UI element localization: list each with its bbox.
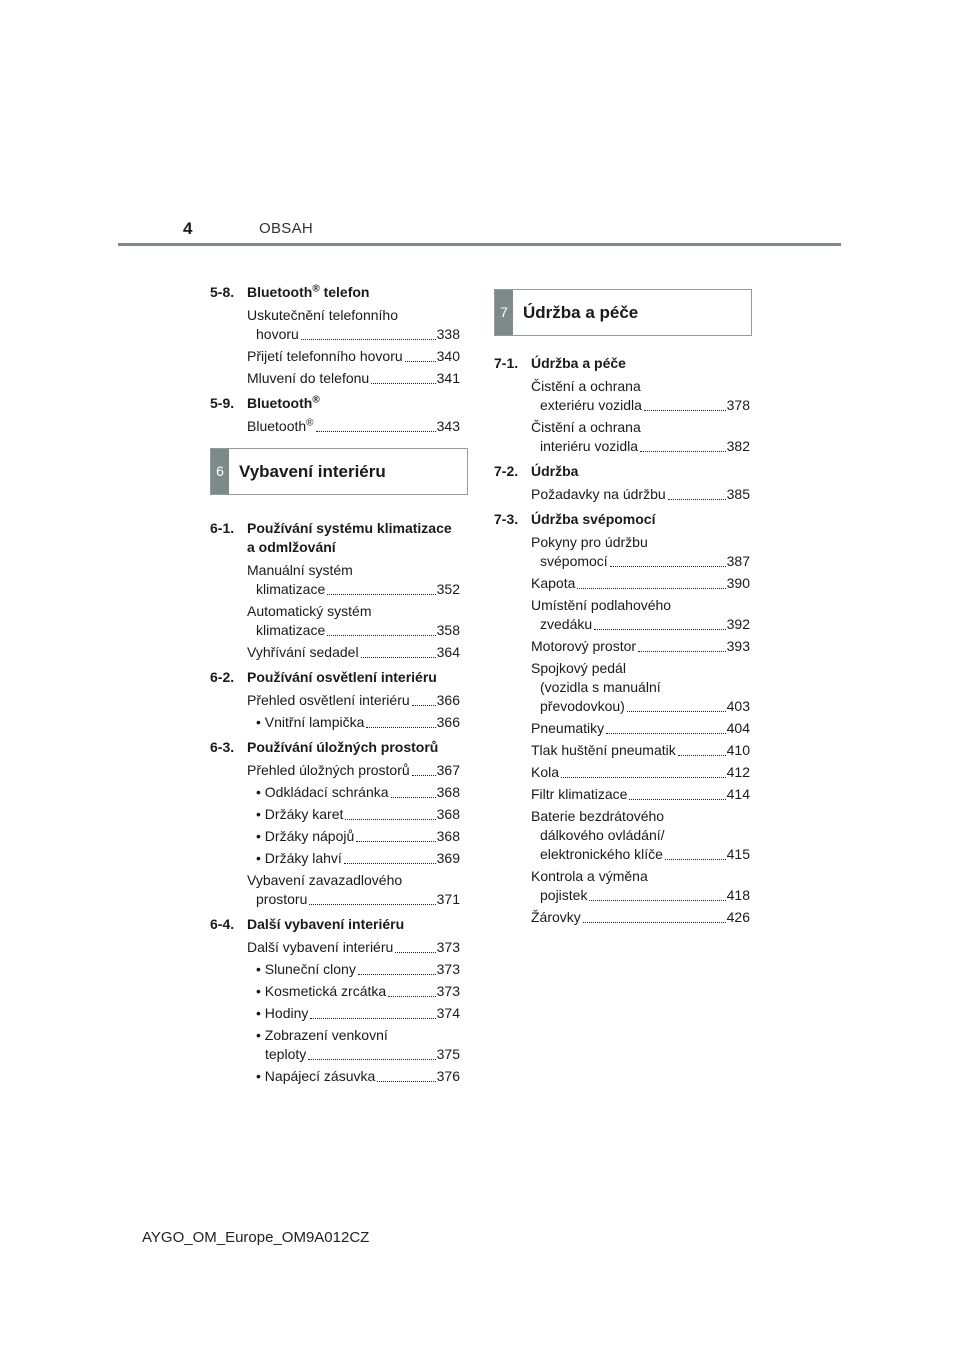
toc-item[interactable]: Automatický systém klimatizace 358 bbox=[247, 603, 460, 638]
toc-item[interactable]: Spojkový pedál (vozidla s manuální převodovkou) 403 bbox=[531, 660, 750, 714]
toc-item[interactable]: • Sluneční clony 373 bbox=[256, 961, 460, 977]
dot-leader bbox=[405, 361, 436, 362]
dot-leader bbox=[344, 863, 436, 864]
toc-item[interactable]: Kapota 390 bbox=[531, 575, 750, 591]
section-number: 6-3. bbox=[210, 739, 235, 755]
toc-item[interactable]: • Držáky lahví 369 bbox=[256, 850, 460, 866]
page-ref: 364 bbox=[436, 644, 460, 660]
toc-item[interactable]: • Odkládací schránka 368 bbox=[256, 784, 460, 800]
dot-leader bbox=[301, 339, 436, 340]
page-ref: 415 bbox=[726, 846, 750, 862]
section-title[interactable]: Používání osvětlení interiéru bbox=[247, 669, 437, 685]
toc-item[interactable]: • Napájecí zásuvka 376 bbox=[256, 1068, 460, 1084]
dot-leader bbox=[594, 629, 725, 630]
section-title[interactable]: Údržba svépomocí bbox=[531, 511, 656, 527]
toc-section-5-8 bbox=[210, 283, 460, 388]
toc-item[interactable]: Požadavky na údržbu 385 bbox=[531, 486, 750, 502]
toc-right-column bbox=[494, 289, 750, 930]
toc-section-5-9 bbox=[210, 394, 460, 436]
page-ref: 376 bbox=[436, 1068, 460, 1084]
section-number: 6-1. bbox=[210, 520, 235, 536]
dot-leader bbox=[308, 1059, 435, 1060]
dot-leader bbox=[327, 635, 435, 636]
page-ref: 341 bbox=[436, 370, 460, 386]
page-ref: 371 bbox=[436, 891, 460, 907]
dot-leader bbox=[358, 974, 436, 975]
toc-section-7-1 bbox=[494, 354, 750, 456]
page-ref: 414 bbox=[726, 786, 750, 802]
page-ref: 367 bbox=[436, 762, 460, 778]
page-ref: 410 bbox=[726, 742, 750, 758]
document-footer-id: AYGO_OM_Europe_OM9A012CZ bbox=[142, 1229, 370, 1246]
section-title[interactable]: Bluetooth® bbox=[247, 394, 320, 411]
dot-leader bbox=[377, 1081, 435, 1082]
header-rule bbox=[118, 243, 841, 246]
page-ref: 387 bbox=[726, 553, 750, 569]
page-ref: 369 bbox=[436, 850, 460, 866]
toc-item[interactable]: • Držáky karet 368 bbox=[256, 806, 460, 822]
section-title[interactable]: Používání systému klimatizace a odmlžování bbox=[247, 520, 452, 555]
toc-item[interactable]: Manuální systém klimatizace 352 bbox=[247, 562, 460, 597]
toc-item[interactable]: Vyhřívání sedadel 364 bbox=[247, 644, 460, 660]
page-ref: 392 bbox=[726, 616, 750, 632]
page-ref: 393 bbox=[726, 638, 750, 654]
toc-section-7-2 bbox=[494, 462, 750, 504]
page-ref: 382 bbox=[726, 438, 750, 454]
toc-item[interactable]: Filtr klimatizace 414 bbox=[531, 786, 750, 802]
dot-leader bbox=[356, 841, 435, 842]
section-title[interactable]: Další vybavení interiéru bbox=[247, 916, 405, 932]
toc-item[interactable]: Čistění a ochrana interiéru vozidla 382 bbox=[531, 419, 750, 454]
toc-section-6-3 bbox=[210, 738, 460, 909]
dot-leader bbox=[366, 727, 435, 728]
section-title[interactable]: Údržba bbox=[531, 463, 579, 479]
dot-leader bbox=[327, 594, 435, 595]
section-number: 5-8. bbox=[210, 284, 235, 300]
dot-leader bbox=[606, 733, 725, 734]
dot-leader bbox=[345, 819, 435, 820]
dot-leader bbox=[589, 900, 725, 901]
page-ref: 375 bbox=[436, 1046, 460, 1062]
toc-item[interactable]: • Hodiny 374 bbox=[256, 1005, 460, 1021]
dot-leader bbox=[629, 799, 725, 800]
toc-item[interactable]: • Držáky nápojů 368 bbox=[256, 828, 460, 844]
chapter-7-header[interactable] bbox=[494, 289, 752, 336]
dot-leader bbox=[412, 775, 436, 776]
chapter-title: Údržba a péče bbox=[523, 303, 639, 322]
toc-item[interactable]: • Vnitřní lampička 366 bbox=[256, 714, 460, 730]
toc-item[interactable]: Uskutečnění telefonního hovoru 338 bbox=[247, 307, 460, 342]
toc-item[interactable]: Přijetí telefonního hovoru 340 bbox=[247, 348, 460, 364]
page-ref: 368 bbox=[436, 806, 460, 822]
dot-leader bbox=[668, 499, 726, 500]
page-ref: 373 bbox=[436, 939, 460, 955]
page-ref: 385 bbox=[726, 486, 750, 502]
page-ref: 374 bbox=[436, 1005, 460, 1021]
toc-item[interactable]: • Zobrazení venkovní teploty 375 bbox=[256, 1027, 460, 1062]
dot-leader bbox=[371, 383, 435, 384]
toc-section-6-2 bbox=[210, 668, 460, 732]
page-ref: 358 bbox=[436, 622, 460, 638]
toc-item[interactable]: Motorový prostor 393 bbox=[531, 638, 750, 654]
dot-leader bbox=[361, 657, 436, 658]
dot-leader bbox=[627, 711, 726, 712]
section-title[interactable]: Používání úložných prostorů bbox=[247, 739, 439, 755]
chapter-number-tab: 7 bbox=[495, 290, 513, 335]
dot-leader bbox=[395, 952, 435, 953]
page-ref: 403 bbox=[726, 698, 750, 714]
dot-leader bbox=[644, 410, 726, 411]
chapter-number-tab: 6 bbox=[211, 449, 229, 494]
toc-item[interactable]: Bluetooth® 343 bbox=[247, 417, 460, 434]
dot-leader bbox=[665, 859, 726, 860]
chapter-6-header[interactable] bbox=[210, 448, 468, 495]
toc-item[interactable]: Kontrola a výměna pojistek 418 bbox=[531, 868, 750, 903]
page-ref: 366 bbox=[436, 714, 460, 730]
toc-section-6-4 bbox=[210, 915, 460, 1086]
section-title[interactable]: Údržba a péče bbox=[531, 355, 626, 371]
toc-item[interactable]: Další vybavení interiéru 373 bbox=[247, 939, 460, 955]
section-title[interactable]: Bluetooth® telefon bbox=[247, 283, 370, 300]
toc-item[interactable]: Vybavení zavazadlového prostoru 371 bbox=[247, 872, 460, 907]
dot-leader bbox=[678, 755, 726, 756]
dot-leader bbox=[583, 922, 726, 923]
section-number: 5-9. bbox=[210, 395, 235, 411]
dot-leader bbox=[610, 566, 726, 567]
page-ref: 412 bbox=[726, 764, 750, 780]
page-ref: 390 bbox=[726, 575, 750, 591]
dot-leader bbox=[316, 431, 436, 432]
toc-left-column bbox=[210, 283, 460, 1089]
dot-leader bbox=[309, 904, 435, 905]
toc-item[interactable]: Kola 412 bbox=[531, 764, 750, 780]
page-number: 4 bbox=[183, 219, 193, 238]
toc-item[interactable]: Pneumatiky 404 bbox=[531, 720, 750, 736]
page-ref: 368 bbox=[436, 828, 460, 844]
running-title: OBSAH bbox=[259, 220, 314, 237]
page-ref: 366 bbox=[436, 692, 460, 708]
page-ref: 418 bbox=[726, 887, 750, 903]
page-ref: 340 bbox=[436, 348, 460, 364]
page-ref: 426 bbox=[726, 909, 750, 925]
dot-leader bbox=[310, 1018, 435, 1019]
toc-item[interactable]: Přehled úložných prostorů 367 bbox=[247, 762, 460, 778]
toc-item[interactable]: Čistění a ochrana exteriéru vozidla 378 bbox=[531, 378, 750, 413]
dot-leader bbox=[577, 588, 725, 589]
toc-item[interactable]: Přehled osvětlení interiéru 366 bbox=[247, 692, 460, 708]
dot-leader bbox=[388, 996, 435, 997]
page-ref: 368 bbox=[436, 784, 460, 800]
page-ref: 373 bbox=[436, 961, 460, 977]
section-number: 6-4. bbox=[210, 916, 235, 932]
section-number: 6-2. bbox=[210, 669, 235, 685]
section-number: 7-3. bbox=[494, 511, 519, 527]
toc-item[interactable]: Mluvení do telefonu 341 bbox=[247, 370, 460, 386]
toc-item[interactable]: Pokyny pro údržbu svépomocí 387 bbox=[531, 534, 750, 569]
page-ref: 343 bbox=[436, 418, 460, 434]
toc-item[interactable]: • Kosmetická zrcátka 373 bbox=[256, 983, 460, 999]
dot-leader bbox=[640, 451, 726, 452]
page-ref: 378 bbox=[726, 397, 750, 413]
section-number: 7-2. bbox=[494, 463, 519, 479]
toc-item[interactable]: Baterie bezdrátového dálkového ovládání/ elektronického klíče 415 bbox=[531, 808, 750, 862]
toc-item[interactable]: Tlak huštění pneumatik 410 bbox=[531, 742, 750, 758]
dot-leader bbox=[412, 705, 436, 706]
page-ref: 352 bbox=[436, 581, 460, 597]
page-ref: 404 bbox=[726, 720, 750, 736]
dot-leader bbox=[638, 651, 726, 652]
toc-section-7-3 bbox=[494, 510, 750, 927]
page-ref: 338 bbox=[436, 326, 460, 342]
section-number: 7-1. bbox=[494, 355, 519, 371]
dot-leader bbox=[561, 777, 726, 778]
toc-section-6-1 bbox=[210, 519, 460, 662]
page-ref: 373 bbox=[436, 983, 460, 999]
toc-item[interactable]: Žárovky 426 bbox=[531, 909, 750, 925]
toc-item[interactable]: Umístění podlahového zvedáku 392 bbox=[531, 597, 750, 632]
chapter-title: Vybavení interiéru bbox=[239, 462, 386, 481]
dot-leader bbox=[391, 797, 436, 798]
